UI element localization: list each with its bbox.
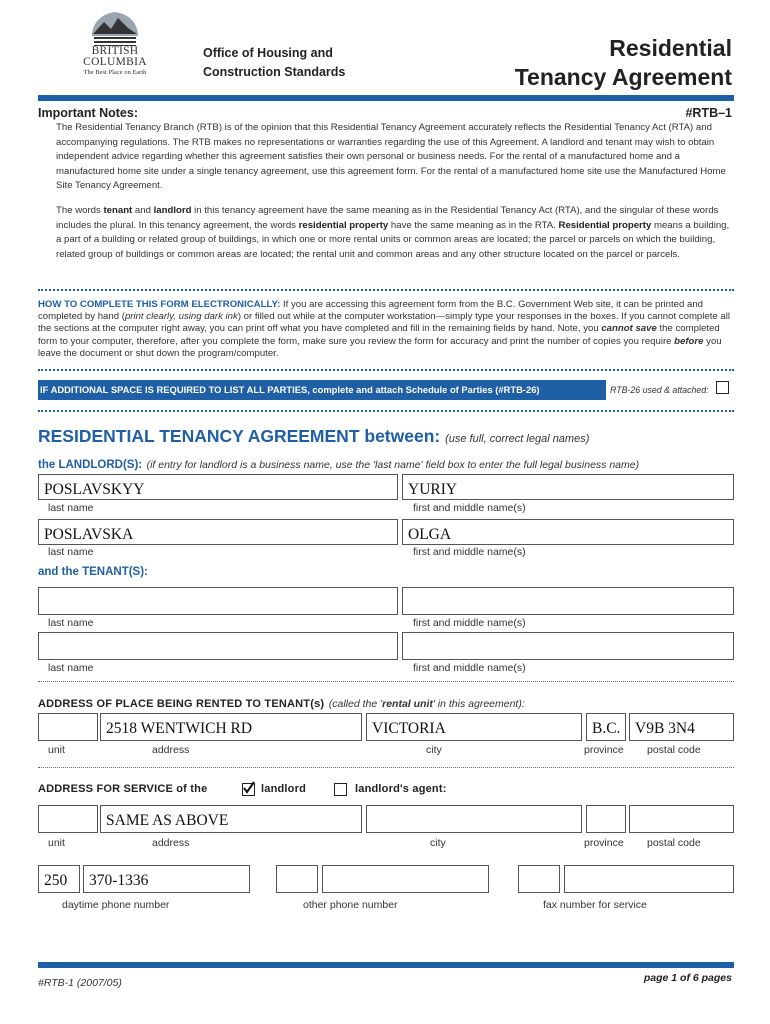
logo-tagline: The Best Place on Earth xyxy=(83,69,147,76)
rental-address-field[interactable]: 2518 WENTWICH RD xyxy=(100,713,362,741)
fax-area-code-field[interactable] xyxy=(518,865,560,893)
agreement-heading: RESIDENTIAL TENANCY AGREEMENT between: (use full, correct legal names) xyxy=(38,426,590,446)
page-number: page 1 of 6 pages xyxy=(643,972,732,984)
caption-city: city xyxy=(426,744,442,756)
service-address-field[interactable]: SAME AS ABOVE xyxy=(100,805,362,833)
other-phone-number-field[interactable] xyxy=(322,865,489,893)
service-postal-code-field[interactable] xyxy=(629,805,734,833)
caption-last-name: last name xyxy=(48,546,94,558)
caption-province: province xyxy=(584,744,624,756)
tenant-2-first-name-field[interactable] xyxy=(402,632,734,660)
caption-unit: unit xyxy=(48,837,65,849)
caption-postal-code: postal code xyxy=(647,837,701,849)
service-province-field[interactable] xyxy=(586,805,626,833)
caption-daytime-phone: daytime phone number xyxy=(62,899,170,911)
section-divider xyxy=(38,767,734,768)
service-address-heading: ADDRESS FOR SERVICE of the xyxy=(38,783,208,795)
notes-paragraph-2: The words tenant and landlord in this tenancy agreement have the same meaning as in the Residential Tenancy Act (RTA), and the singular of these words includes the plural. In this tenancy agreement, the words residential property have the same meaning as in the RTA. Residential property means a building, a part of a building or related group of buildings, in which one or more rental units or common areas are located; the parcel or parcels on which the building, related group of buildings or common areas are located; the rental unit and common areas and any other structure located on the parcel or parcels. xyxy=(56,205,730,260)
daytime-phone-area-code-field[interactable]: 250 xyxy=(38,865,80,893)
caption-first-name: first and middle name(s) xyxy=(413,662,526,674)
schedule-of-parties-banner: IF ADDITIONAL SPACE IS REQUIRED TO LIST ALL PARTIES, complete and attach Schedule of Parties (#RTB-26) xyxy=(38,380,606,400)
landlords-agent-option-label: landlord's agent: xyxy=(355,783,447,795)
footer-divider xyxy=(38,962,734,968)
daytime-phone-number-field[interactable]: 370-1336 xyxy=(83,865,250,893)
caption-last-name: last name xyxy=(48,617,94,629)
caption-province: province xyxy=(584,837,624,849)
form-code: #RTB-1 (2007/05) xyxy=(38,977,122,989)
fax-number-field[interactable] xyxy=(564,865,734,893)
section-divider xyxy=(38,681,734,682)
caption-postal-code: postal code xyxy=(647,744,701,756)
tenants-label: and the TENANT(S): xyxy=(38,566,148,578)
rental-postal-code-field[interactable]: V9B 3N4 xyxy=(629,713,734,741)
logo-text-british: BRITISH xyxy=(91,45,139,57)
howto-paragraph: HOW TO COMPLETE THIS FORM ELECTRONICALLY: If you are accessing this agreement form from the B.C. Government Web site, it can be printed and completed by hand (print clearly, using dark ink) or filled out while at the computer workstation—simply type your responses in the boxes. If you cannot complete all the sections at the computer right away, you can print off what you have completed and fill in the remaining fields by hand. Note, you cannot save the completed form to your computer, therefore, after you complete the form, make sure you review the form for accuracy and print the number of copies you require before you leave the document or shut down the program/computer. xyxy=(38,299,730,359)
landlord-2-last-name-field[interactable]: POSLAVSKA xyxy=(38,519,398,545)
caption-first-name: first and middle name(s) xyxy=(413,502,526,514)
form-title: Residential Tenancy Agreement xyxy=(514,35,732,90)
other-phone-area-code-field[interactable] xyxy=(276,865,318,893)
bc-logo xyxy=(70,10,160,90)
notes-paragraph-1: The Residential Tenancy Branch (RTB) is of the opinion that this Residential Tenancy Agreement accurately reflects the Residential Tenancy Act (RTA) and accompanying regulations. The RTB makes no representations or warranties regarding the use of this Agreement. A landlord and tenant may wish to obtain independent advice regarding whether this agreement satisfies their own personal or business needs. For the rental of a manufactured home and a manufactured home site under a single tenancy agreement, use this agreement form. For the rental of a manufactured home site use the Manufactured Home Site Tenancy Agreement. xyxy=(56,122,726,191)
landlord-option-label: landlord xyxy=(261,783,306,795)
landlords-agent-checkbox[interactable] xyxy=(334,783,347,796)
landlord-2-first-name-field[interactable]: OLGA xyxy=(402,519,734,545)
caption-fax-number: fax number for service xyxy=(543,899,647,911)
logo-text-columbia: COLUMBIA xyxy=(83,56,147,68)
caption-last-name: last name xyxy=(48,502,94,514)
landlords-label: the LANDLORD(S): (if entry for landlord is a business name, use the 'last name' field box to enter the full legal business name) xyxy=(38,459,640,471)
caption-other-phone: other phone number xyxy=(303,899,398,911)
header-divider xyxy=(38,95,734,101)
tenant-1-last-name-field[interactable] xyxy=(38,587,398,615)
service-city-field[interactable] xyxy=(366,805,582,833)
rental-address-heading: ADDRESS OF PLACE BEING RENTED TO TENANT(s) (called the 'rental unit' in this agreement): xyxy=(38,698,525,710)
rtb26-attached-label: RTB-26 used & attached: xyxy=(610,385,709,395)
caption-first-name: first and middle name(s) xyxy=(413,546,526,558)
landlord-1-first-name-field[interactable]: YURIY xyxy=(402,474,734,500)
rtb26-attached-checkbox[interactable] xyxy=(716,381,729,394)
important-notes-heading: Important Notes: xyxy=(38,106,138,120)
service-unit-field[interactable] xyxy=(38,805,98,833)
tenant-2-last-name-field[interactable] xyxy=(38,632,398,660)
caption-address: address xyxy=(152,744,190,756)
form-id: #RTB–1 xyxy=(685,106,732,120)
rental-province-field[interactable]: B.C. xyxy=(586,713,626,741)
caption-unit: unit xyxy=(48,744,65,756)
caption-address: address xyxy=(152,837,190,849)
caption-first-name: first and middle name(s) xyxy=(413,617,526,629)
caption-city: city xyxy=(430,837,446,849)
landlord-checkbox[interactable] xyxy=(242,783,255,796)
checkmark-icon xyxy=(242,781,255,794)
section-divider xyxy=(38,369,734,371)
rental-city-field[interactable]: VICTORIA xyxy=(366,713,582,741)
landlord-1-last-name-field[interactable]: POSLAVSKYY xyxy=(38,474,398,500)
office-name: Office of Housing and Construction Standards xyxy=(203,46,346,79)
section-divider xyxy=(38,410,734,412)
rental-unit-field[interactable] xyxy=(38,713,98,741)
bc-crest-icon xyxy=(88,10,142,46)
tenant-1-first-name-field[interactable] xyxy=(402,587,734,615)
section-divider xyxy=(38,289,734,291)
caption-last-name: last name xyxy=(48,662,94,674)
